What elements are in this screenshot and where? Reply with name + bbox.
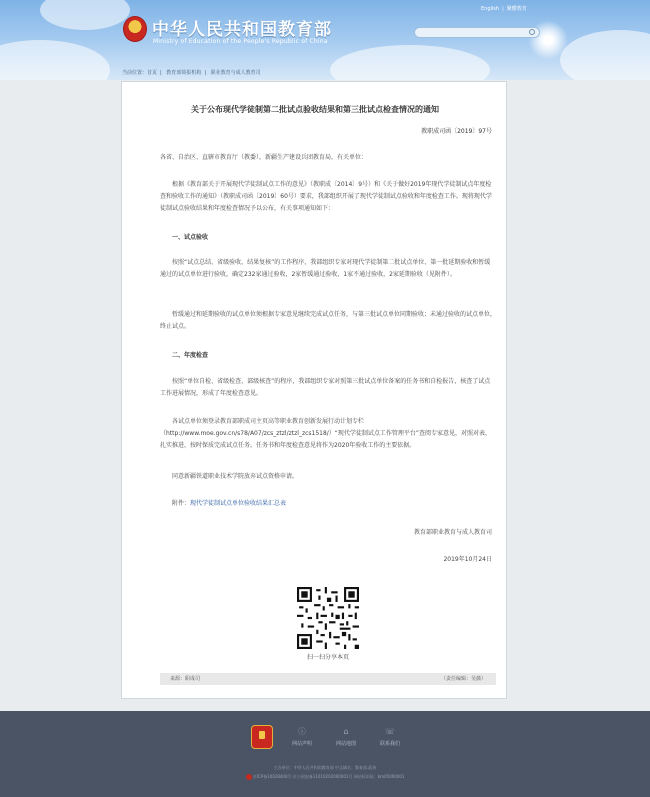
attachment-link[interactable]: 现代学徒制试点单位验收结果汇总表 (190, 500, 287, 507)
site-header (0, 0, 650, 80)
footer-sponsor: 主办单位：中华人民共和国教育部 中文域名：教育部.政务 (273, 765, 377, 770)
header-cloud (330, 45, 490, 80)
dandelion-decoration (528, 20, 568, 60)
document-number: 教职成司函〔2019〕97号 (421, 128, 492, 135)
map-icon: ⌂ (343, 727, 349, 736)
document-address: 各省、自治区、直辖市教育厅（教委），新疆生产建设兵团教育局，有关单位： (160, 154, 368, 161)
traditional-chinese-link[interactable]: 繁體教育 (506, 6, 527, 12)
document-paragraph: 同意新疆铁道职业技术学院放弃试点资格申请。 (172, 473, 299, 480)
search-input[interactable] (414, 27, 540, 38)
source-bar (160, 673, 496, 685)
breadcrumb-home[interactable]: 当前位置：首页 (122, 70, 158, 76)
info-icon: ⓘ (298, 727, 306, 736)
header-cloud (40, 0, 130, 30)
top-links: English | 繁體教育 (478, 5, 530, 12)
site-title-cn[interactable]: 中华人民共和国教育部 (152, 20, 332, 40)
footer-statement-link[interactable] (287, 727, 317, 747)
attachment-label: 附件： (172, 500, 191, 507)
footer-icp (0, 774, 650, 780)
qr-caption: 扫一扫分享本页 (306, 654, 349, 661)
breadcrumb: 当前位置：首页 | 教育部简报机构 | 职业教育与成人教育司 (122, 70, 261, 76)
breadcrumb-org[interactable]: 教育部简报机构 (166, 70, 202, 76)
party-emblem-icon[interactable] (251, 725, 273, 749)
police-badge-icon (246, 774, 252, 780)
document-paragraph: 按照“单位自检、省级检查、部级核查”的程序，我部组织专家对照第三批试点单位备案的任务书和自检报告，核查了试点工作进展情况，形成了年度检查意见。 (160, 378, 491, 397)
section-heading: 一、试点验收 (172, 234, 209, 241)
document-paragraph: 按照“试点总结、省级验收、结果复核”的工作程序，我部组织专家对现代学徒制第二批试点单位、第一批延期验收和暂缓通过的试点单位进行验收，确定232家通过验收，2家暂缓通过验收，1家不通过验收，2家延期验收（见附件）。 (160, 259, 491, 278)
site-footer (0, 711, 650, 797)
document-paragraph: 根据《教育部关于开展现代学徒制试点工作的意见》（教职成〔2014〕9号）和《关于做好2019年现代学徒制试点年度检查和验收工作的通知》（教职成司函〔2019〕60号）要求，我部组织开展了现代学徒制试点验收和年度检查工作。现将现代学徒制试点验收结果和年度检查情况予以公布，有关事项通知如下： (160, 181, 492, 212)
footer-sitemap-link[interactable] (331, 727, 361, 747)
contact-icon: ☏ (384, 727, 395, 736)
document-paragraph: 各试点单位须登录教育部职成司主页高等职业教育创新发展行动计划专栏（http://www.moe.gov.cn/s78/A07/zcs_ztzl/ztzl_zcs1518/）“现代学徒制试点工作管理平台”查阅专家意见，对照对表，扎实推进，按时保质完成试点任务。任务书和年度检查意见将作为2020年验收工作的主要依据。 (160, 418, 492, 449)
document-card (121, 81, 507, 699)
header-cloud (0, 40, 110, 80)
search-icon[interactable] (529, 29, 535, 35)
attachment-line (160, 498, 496, 510)
english-link[interactable]: English (481, 6, 500, 12)
footer-contact-label: 联系我们 (379, 741, 400, 747)
source-text: 来源：职成司 (170, 676, 201, 682)
footer-statement-label: 网站声明 (291, 741, 312, 747)
site-title-en: Ministry of Education of the People's Republic of China (153, 38, 328, 45)
section-heading: 二、年度检查 (172, 352, 209, 359)
breadcrumb-dept[interactable]: 职业教育与成人教育司 (210, 70, 261, 76)
document-paragraph: 暂缓通过和延期验收的试点单位须根据专家意见继续完成试点任务，与第三批试点单位同期验收；未通过验收的试点单位，终止试点。 (160, 311, 497, 330)
header-cloud (560, 30, 650, 80)
footer-contact-link[interactable] (375, 727, 405, 747)
footer-icp-text: 京ICP备10028400号 京公网安备11010202000001号 网站标识码：bm05000001 (252, 774, 405, 779)
document-title: 关于公布现代学徒制第二批试点验收结果和第三批试点检查情况的通知 (191, 105, 439, 114)
document-date: 2019年10月24日 (443, 556, 492, 563)
national-emblem-icon (123, 16, 147, 42)
footer-sitemap-label: 网站地图 (335, 741, 356, 747)
signature: 教育部职业教育与成人教育司 (413, 529, 492, 536)
editor-text: （责任编辑：吴薇） (440, 676, 486, 682)
qr-code (297, 587, 359, 649)
